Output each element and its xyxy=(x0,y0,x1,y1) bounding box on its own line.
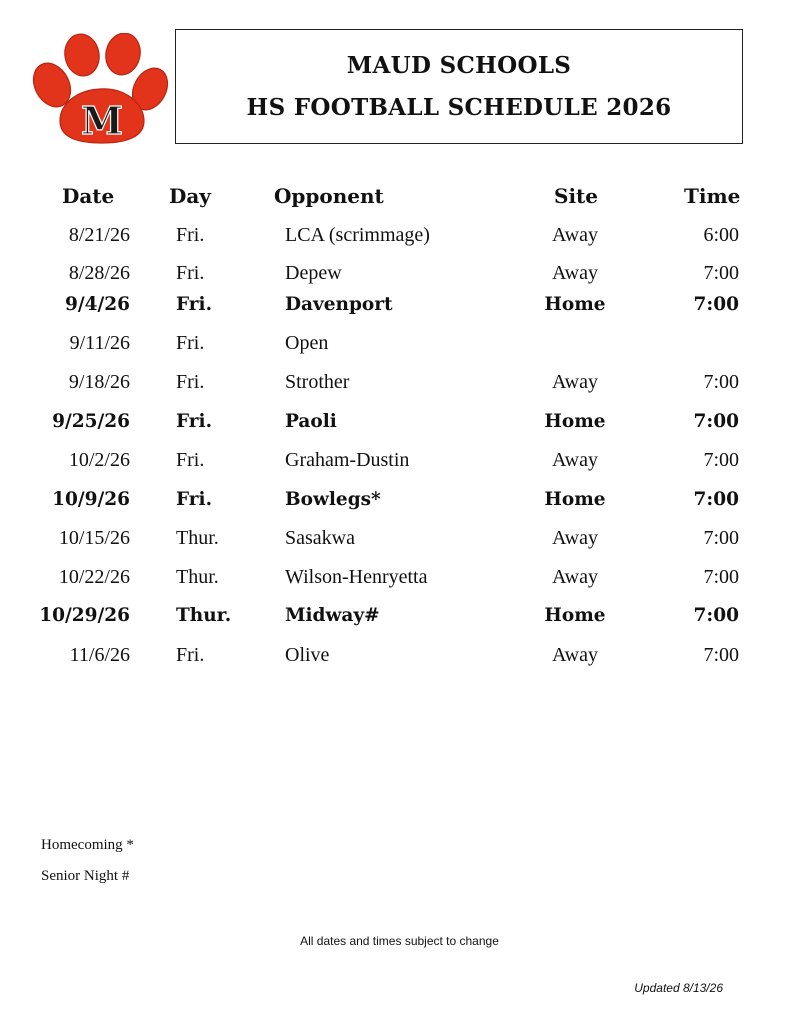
maud-paw-logo xyxy=(32,33,170,145)
cell-site: Away xyxy=(552,262,598,284)
cell-date: 10/9/26 xyxy=(52,489,130,510)
cell-opponent: Depew xyxy=(285,262,342,284)
cell-time: 7:00 xyxy=(703,371,739,393)
cell-site: Away xyxy=(552,371,598,393)
table-row xyxy=(0,566,791,596)
cell-site: Home xyxy=(544,489,606,510)
cell-date: 10/2/26 xyxy=(68,449,130,471)
table-header xyxy=(0,184,791,214)
disclaimer-note: All dates and times subject to change xyxy=(300,934,499,948)
cell-opponent: Wilson-Henryetta xyxy=(285,566,428,588)
cell-opponent: Paoli xyxy=(285,411,337,432)
cell-time: 7:00 xyxy=(693,489,739,510)
cell-time: 7:00 xyxy=(703,262,739,284)
table-row xyxy=(0,605,791,635)
school-name: MAUD SCHOOLS xyxy=(346,51,572,79)
cell-day: Thur. xyxy=(176,527,219,549)
cell-date: 9/18/26 xyxy=(68,371,130,393)
cell-opponent: Davenport xyxy=(285,294,393,315)
cell-opponent: Strother xyxy=(285,371,350,393)
cell-day: Fri. xyxy=(176,449,205,471)
cell-site: Away xyxy=(552,449,598,471)
legend-homecoming: Homecoming * xyxy=(41,837,134,853)
cell-site: Home xyxy=(544,411,606,432)
column-header-opponent: Opponent xyxy=(274,184,384,208)
title-box xyxy=(175,29,743,144)
cell-opponent: Midway# xyxy=(285,605,380,626)
cell-site: Home xyxy=(544,294,606,315)
cell-time: 7:00 xyxy=(703,566,739,588)
cell-time: 6:00 xyxy=(703,224,739,246)
cell-time: 7:00 xyxy=(703,527,739,549)
cell-time: 7:00 xyxy=(693,411,739,432)
table-row xyxy=(0,224,791,254)
column-header-date: Date xyxy=(62,184,115,208)
cell-day: Fri. xyxy=(176,644,205,666)
cell-opponent: Open xyxy=(285,332,329,354)
cell-site: Away xyxy=(552,644,598,666)
cell-day: Thur. xyxy=(176,605,232,626)
cell-date: 9/4/26 xyxy=(64,294,130,315)
cell-day: Thur. xyxy=(176,566,219,588)
cell-opponent: LCA (scrimmage) xyxy=(285,224,430,246)
cell-date: 9/25/26 xyxy=(52,411,130,432)
cell-day: Fri. xyxy=(176,489,213,510)
table-row xyxy=(0,449,791,479)
cell-site: Away xyxy=(552,224,598,246)
cell-day: Fri. xyxy=(176,262,205,284)
schedule-title: HS FOOTBALL SCHEDULE 2026 xyxy=(246,93,672,121)
table-row xyxy=(0,489,791,519)
cell-date: 9/11/26 xyxy=(69,332,130,354)
updated-date: Updated 8/13/26 xyxy=(634,981,723,995)
cell-time: 7:00 xyxy=(703,644,739,666)
table-row xyxy=(0,371,791,401)
table-row xyxy=(0,411,791,441)
cell-time: 7:00 xyxy=(693,605,739,626)
legend-senior-night: Senior Night # xyxy=(41,868,130,884)
cell-time: 7:00 xyxy=(703,449,739,471)
cell-opponent: Olive xyxy=(285,644,330,666)
paw-print-icon xyxy=(32,33,170,145)
cell-date: 11/6/26 xyxy=(69,644,130,666)
column-header-site: Site xyxy=(554,184,599,208)
cell-date: 8/21/26 xyxy=(68,224,130,246)
cell-day: Fri. xyxy=(176,371,205,393)
cell-date: 10/22/26 xyxy=(58,566,130,588)
cell-site: Away xyxy=(552,566,598,588)
cell-date: 8/28/26 xyxy=(68,262,130,284)
table-row xyxy=(0,644,791,674)
cell-site: Home xyxy=(544,605,606,626)
cell-site: Away xyxy=(552,527,598,549)
cell-day: Fri. xyxy=(176,411,213,432)
column-header-day: Day xyxy=(169,184,211,208)
cell-date: 10/29/26 xyxy=(39,605,130,626)
cell-day: Fri. xyxy=(176,332,205,354)
cell-day: Fri. xyxy=(176,224,205,246)
logo-letter: M xyxy=(80,98,124,143)
cell-opponent: Graham-Dustin xyxy=(285,449,410,471)
cell-time: 7:00 xyxy=(693,294,739,315)
cell-day: Fri. xyxy=(176,294,213,315)
cell-date: 10/15/26 xyxy=(58,527,130,549)
table-row xyxy=(0,294,791,324)
table-row xyxy=(0,527,791,557)
table-row xyxy=(0,332,791,362)
column-header-time: Time xyxy=(684,184,741,208)
cell-opponent: Bowlegs* xyxy=(285,489,381,510)
table-row xyxy=(0,262,791,292)
cell-opponent: Sasakwa xyxy=(285,527,355,549)
